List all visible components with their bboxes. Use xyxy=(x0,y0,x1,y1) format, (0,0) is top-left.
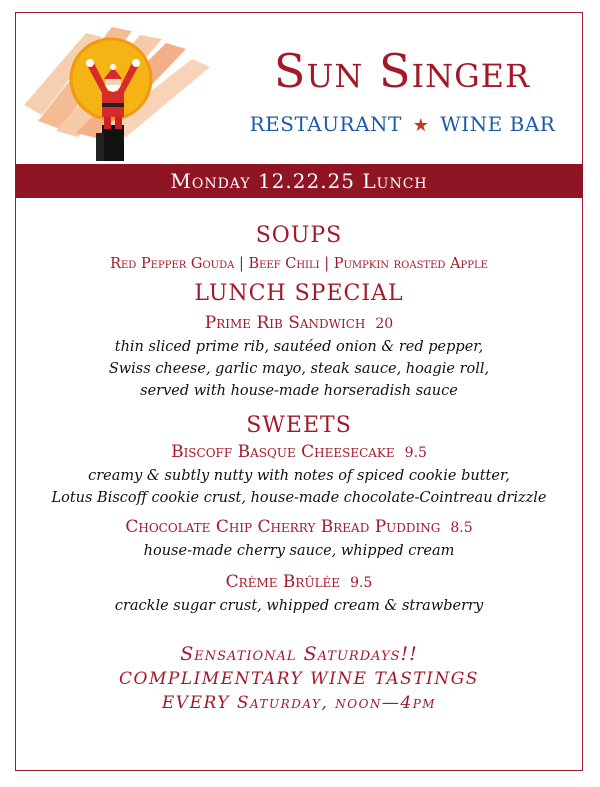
date-banner xyxy=(15,164,583,198)
item-price: 9.5 xyxy=(350,575,373,591)
santa-sun-logo-icon xyxy=(16,13,216,163)
menu-content xyxy=(15,222,583,715)
sweets-item xyxy=(15,440,583,465)
lunch-special-heading: LUNCH SPECIAL xyxy=(194,281,404,306)
item-description-line: crackle sugar crust, whipped cream & strawberry xyxy=(114,598,484,614)
promo-line: COMPLIMENTARY WINE TASTINGS xyxy=(119,669,479,689)
sweets-item xyxy=(15,570,583,595)
sweets-heading: SWEETS xyxy=(246,413,352,438)
item-description-line: Swiss cheese, garlic mayo, steak sauce, hoagie roll, xyxy=(108,361,490,377)
item-description-line: served with house-made horseradish sauce xyxy=(140,383,458,399)
item-name: Chocolate Chip Cherry Bread Pudding xyxy=(125,517,441,537)
promo-title: Sensational Saturdays!! xyxy=(180,643,418,665)
tagline-wine-bar: WINE BAR xyxy=(440,112,556,136)
item-description-line: thin sliced prime rib, sautéed onion & red pepper, xyxy=(114,339,484,355)
item-name: Biscoff Basque Cheesecake xyxy=(171,442,395,462)
item-price: 20 xyxy=(375,316,394,332)
tagline-restaurant: RESTAURANT xyxy=(249,112,402,136)
soups-list: Red Pepper Gouda | Beef Chili | Pumpkin roasted Apple xyxy=(110,256,488,272)
item-price: 9.5 xyxy=(404,445,427,461)
lunch-special-item xyxy=(15,311,583,336)
tagline xyxy=(230,114,575,135)
soups-heading: SOUPS xyxy=(255,223,343,248)
item-name: Crème Brûlée xyxy=(225,572,341,592)
brand-name: Sun Singer xyxy=(273,44,531,98)
item-price: 8.5 xyxy=(450,520,473,536)
item-description-line: Lotus Biscoff cookie crust, house-made chocolate-Cointreau drizzle xyxy=(51,490,547,506)
item-description-line: creamy & subtly nutty with notes of spiced cookie butter, xyxy=(88,468,510,484)
star-icon: ★ xyxy=(412,115,430,136)
date-banner-text: Monday 12.22.25 Lunch xyxy=(170,169,428,193)
sweets-item xyxy=(15,515,583,540)
item-name: Prime Rib Sandwich xyxy=(204,313,366,333)
promo-line: EVERY Saturday, noon—4pm xyxy=(161,693,437,713)
item-description-line: house-made cherry sauce, whipped cream xyxy=(143,543,455,559)
